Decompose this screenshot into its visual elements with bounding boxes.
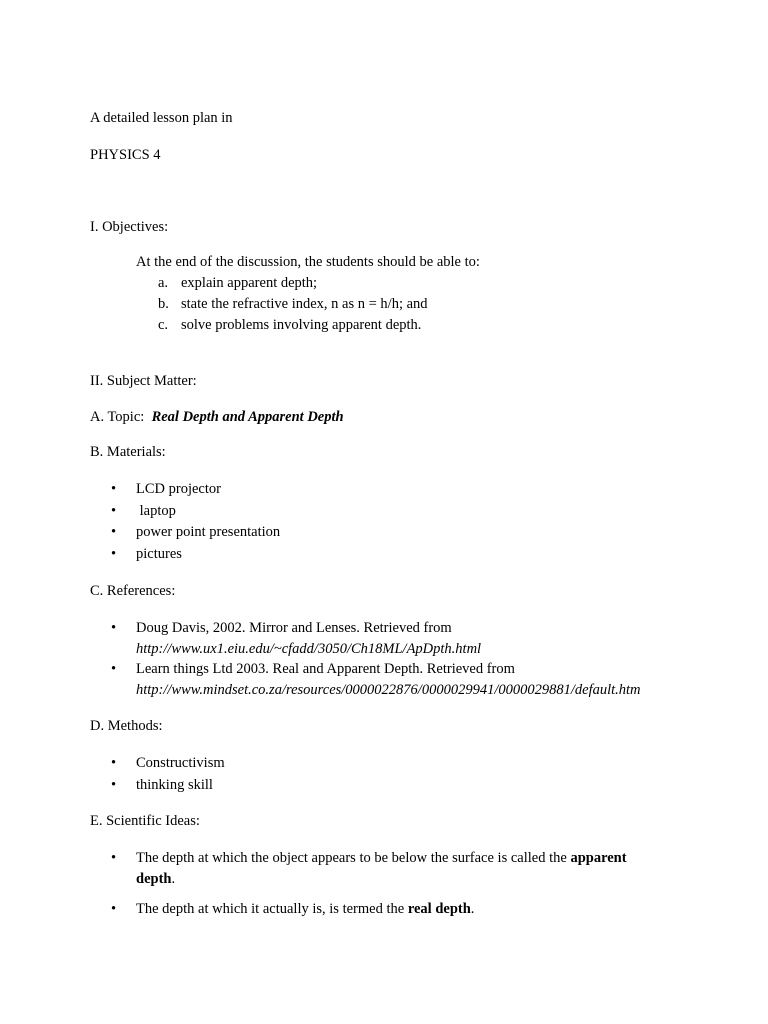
materials-item <box>0 522 280 544</box>
idea-text <box>136 899 656 920</box>
materials-item-text: LCD projector <box>136 481 221 497</box>
reference-text: Doug Davis, 2002. Mirror and Lenses. Retrieved from <box>136 620 452 636</box>
idea-text-bold: real depth <box>407 901 471 917</box>
references-heading: C. References: <box>90 583 176 599</box>
idea-text-bold: apparent depth <box>136 850 627 888</box>
topic-value: Real Depth and Apparent Depth <box>151 409 344 425</box>
materials-list <box>0 479 280 565</box>
bullet-icon: • <box>111 755 117 771</box>
scientific-ideas-list <box>0 848 656 921</box>
reference-url[interactable]: http://www.mindset.co.za/resources/0000022876/0000029941/0000029881/default.htm <box>136 682 641 699</box>
bullet-icon: • <box>111 620 117 636</box>
bullet-icon: • <box>111 661 117 677</box>
objective-letter: a. <box>158 275 169 291</box>
materials-item <box>0 501 280 523</box>
materials-item-text: power point presentation <box>136 524 281 540</box>
objective-text: explain apparent depth; <box>181 275 318 291</box>
materials-item <box>0 479 280 501</box>
objectives-list <box>158 273 428 336</box>
topic-line <box>90 407 344 428</box>
idea-text-before: The depth at which the object appears to be below the surface is called the <box>136 850 571 866</box>
scientific-ideas-heading: E. Scientific Ideas: <box>90 813 200 829</box>
idea-text-after: . <box>171 871 176 888</box>
bullet-icon: • <box>111 481 117 497</box>
objectives-heading: I. Objectives: <box>90 219 169 235</box>
doc-title-line2: PHYSICS 4 <box>90 147 161 163</box>
doc-title-line1: A detailed lesson plan in <box>90 110 233 126</box>
subject-matter-heading: II. Subject Matter: <box>90 373 197 389</box>
objective-item <box>158 315 428 336</box>
method-item <box>0 775 225 797</box>
idea-item <box>0 899 656 921</box>
methods-heading: D. Methods: <box>90 718 163 734</box>
topic-label: A. Topic: <box>90 409 145 425</box>
objective-item <box>158 273 428 294</box>
idea-text-before: The depth at which it actually is, is termed the <box>136 901 408 917</box>
reference-url[interactable]: http://www.ux1.eiu.edu/~cfadd/3050/Ch18ML/ApDpth.html <box>136 641 482 658</box>
bullet-icon: • <box>111 901 117 917</box>
bullet-icon: • <box>111 524 117 540</box>
bullet-icon: • <box>111 502 117 519</box>
idea-item <box>0 848 656 899</box>
objective-item <box>158 294 428 315</box>
bullet-icon: • <box>111 545 117 562</box>
idea-text <box>136 848 656 890</box>
bullet-icon: • <box>111 777 117 793</box>
method-item <box>0 753 225 775</box>
method-item-text: Constructivism <box>136 755 225 771</box>
materials-item-text: pictures <box>136 545 182 562</box>
objective-letter: c. <box>158 317 169 333</box>
reference-text: Learn things Ltd 2003. Real and Apparent Depth. Retrieved from <box>136 661 515 677</box>
references-list <box>0 618 641 700</box>
materials-item <box>0 544 280 566</box>
reference-item <box>0 618 641 659</box>
materials-heading: B. Materials: <box>90 444 166 460</box>
objectives-intro: At the end of the discussion, the students should be able to: <box>136 254 480 270</box>
objective-text: solve problems involving apparent depth. <box>181 317 422 333</box>
materials-item-text: laptop <box>136 502 176 519</box>
objective-text: state the refractive index, n as n = h/h; and <box>181 296 428 312</box>
objective-letter: b. <box>158 296 169 312</box>
idea-text-after: . <box>470 901 475 917</box>
reference-item <box>0 659 641 700</box>
methods-list <box>0 753 225 797</box>
bullet-icon: • <box>111 850 117 866</box>
method-item-text: thinking skill <box>136 777 213 793</box>
